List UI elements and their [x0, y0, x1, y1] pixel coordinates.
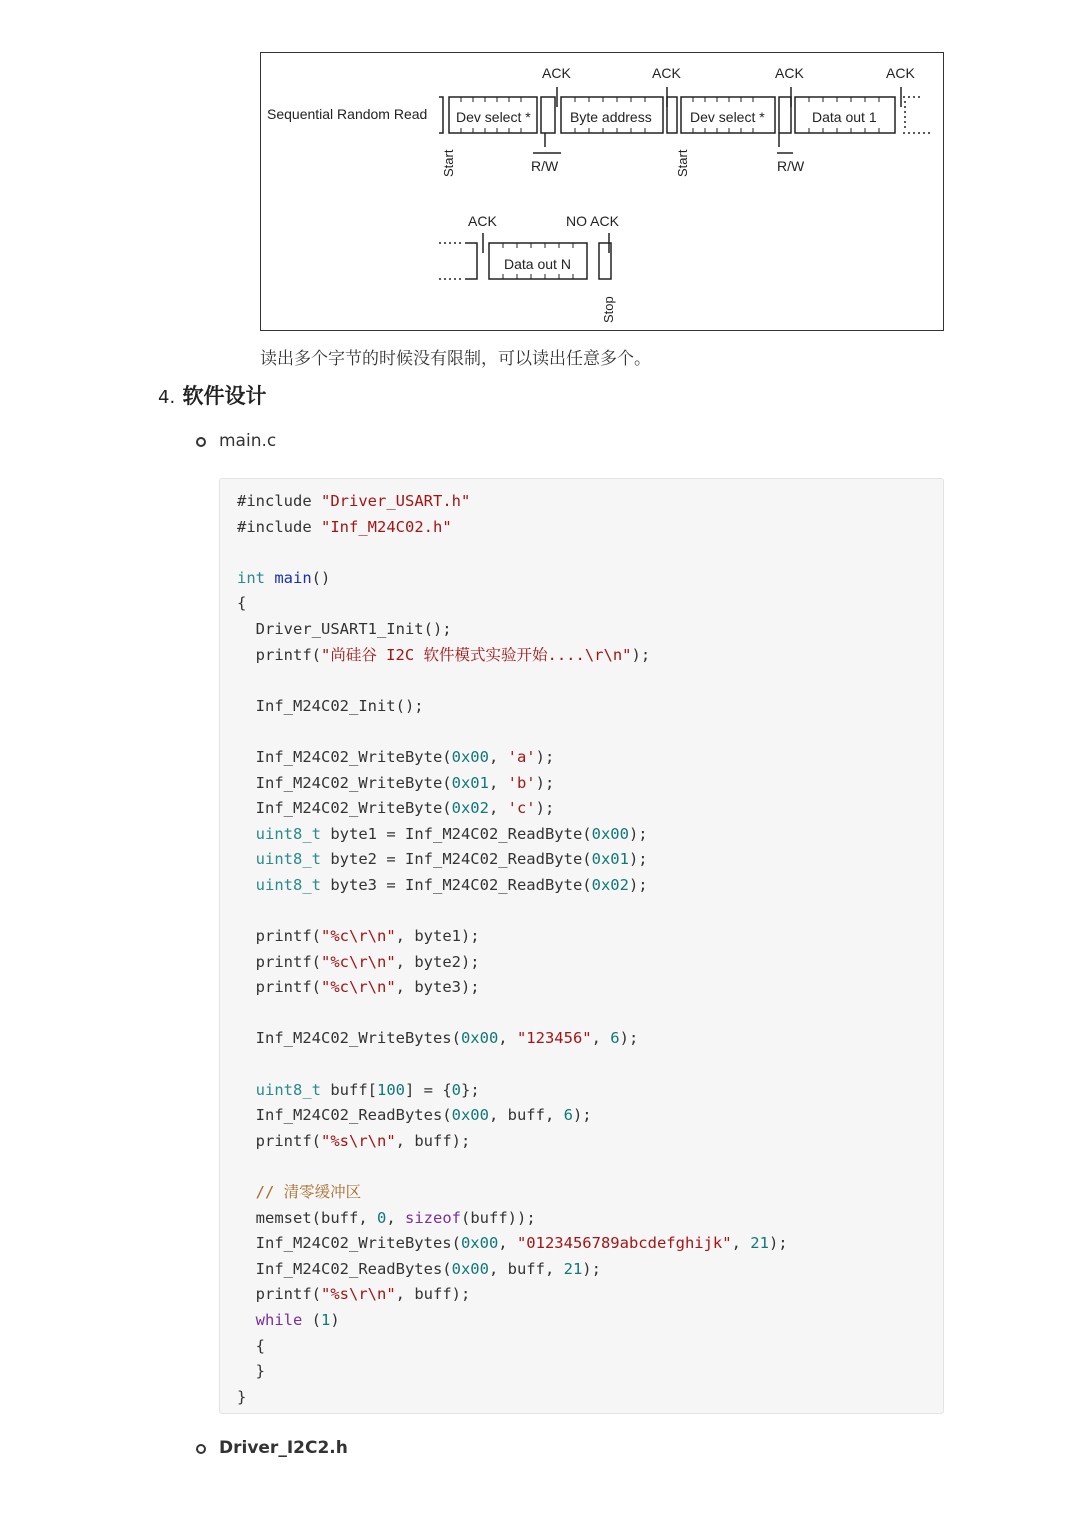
ack-label-4: ACK	[886, 65, 915, 81]
code-line: printf("%s\r\n", buff);	[237, 1285, 471, 1304]
ack-label-3: ACK	[775, 65, 804, 81]
code-line: }	[237, 1387, 247, 1406]
code-line: }	[237, 1362, 265, 1381]
box-dev-select-2: Dev select *	[690, 109, 765, 125]
code-line: memset(buff, 0, sizeof(buff));	[237, 1208, 536, 1227]
code-line	[237, 1052, 788, 1078]
start-label-2: Start	[675, 149, 690, 177]
code-line	[237, 899, 788, 925]
box-byte-address: Byte address	[570, 109, 652, 125]
ack-label-2: ACK	[652, 65, 681, 81]
bottom-noack-label: NO ACK	[566, 213, 619, 229]
code-line: Inf_M24C02_ReadBytes(0x00, buff, 6);	[237, 1106, 592, 1125]
code-line: Inf_M24C02_WriteBytes(0x00, "123456", 6);	[237, 1029, 639, 1048]
code-line: uint8_t byte3 = Inf_M24C02_ReadByte(0x02);	[255, 875, 648, 894]
box-dev-select-1: Dev select *	[456, 109, 531, 125]
code-line: // 清零缓冲区	[237, 1183, 362, 1202]
code-line: Inf_M24C02_ReadBytes(0x00, buff, 21);	[237, 1259, 601, 1278]
box-data-out-1: Data out 1	[812, 109, 877, 125]
bullet-driver-i2c2-h: Driver_I2C2.h	[219, 1438, 348, 1458]
code-line: Inf_M24C02_WriteByte(0x00, 'a');	[237, 747, 555, 766]
diagram-row-label: Sequential Random Read	[267, 106, 428, 122]
section-heading	[158, 380, 267, 410]
section-number: 4.	[158, 387, 176, 408]
ack-label-1: ACK	[542, 65, 571, 81]
code-line: printf("%c\r\n", byte1);	[237, 927, 480, 946]
stop-label: Stop	[601, 296, 616, 323]
code-line: #include "Inf_M24C02.h"	[237, 517, 452, 536]
bullet-circle-icon	[196, 437, 206, 447]
code-line: Inf_M24C02_WriteBytes(0x00, "0123456789abcdefghijk", 21);	[237, 1234, 788, 1253]
box-data-out-n: Data out N	[504, 256, 571, 272]
figure-caption: 读出多个字节的时候没有限制，可以读出任意多个。	[260, 349, 651, 369]
code-line: while (1)	[255, 1311, 340, 1329]
code-block-main-c	[219, 478, 944, 1414]
code-line	[237, 1154, 788, 1180]
code-line: printf("%c\r\n", byte3);	[237, 978, 480, 997]
bottom-ack-label: ACK	[468, 213, 497, 229]
i2c-sequential-read-diagram	[260, 52, 944, 331]
code-line	[237, 540, 788, 566]
code-line: uint8_t byte1 = Inf_M24C02_ReadByte(0x00);	[255, 824, 648, 843]
code-line	[237, 1001, 788, 1027]
code-line: int main()	[237, 568, 331, 587]
bullet-circle-icon	[196, 1444, 206, 1454]
rw-label-1: R/W	[531, 158, 559, 174]
code-line: printf("%c\r\n", byte2);	[237, 952, 480, 971]
code-line: Inf_M24C02_WriteByte(0x01, 'b');	[237, 773, 555, 792]
code-line	[237, 668, 788, 694]
code-line: Driver_USART1_Init();	[237, 619, 452, 638]
code-line: Inf_M24C02_WriteByte(0x02, 'c');	[237, 799, 555, 818]
code-line: printf("%s\r\n", buff);	[237, 1131, 471, 1150]
code-line: #include "Driver_USART.h"	[237, 492, 471, 510]
start-label-1: Start	[441, 149, 456, 177]
code-lines	[237, 489, 788, 1410]
section-title: 软件设计	[182, 384, 267, 408]
code-line: {	[237, 594, 247, 613]
code-line	[237, 719, 788, 745]
code-line: printf("尚硅谷 I2C 软件模式实验开始....\r\n");	[237, 645, 651, 664]
code-line: uint8_t byte2 = Inf_M24C02_ReadByte(0x01);	[255, 850, 648, 869]
rw-label-2: R/W	[777, 158, 805, 174]
code-line: uint8_t buff[100] = {0};	[255, 1080, 480, 1099]
code-line: {	[237, 1336, 265, 1355]
code-line: Inf_M24C02_Init();	[237, 696, 424, 715]
bullet-main-c: main.c	[219, 431, 277, 451]
